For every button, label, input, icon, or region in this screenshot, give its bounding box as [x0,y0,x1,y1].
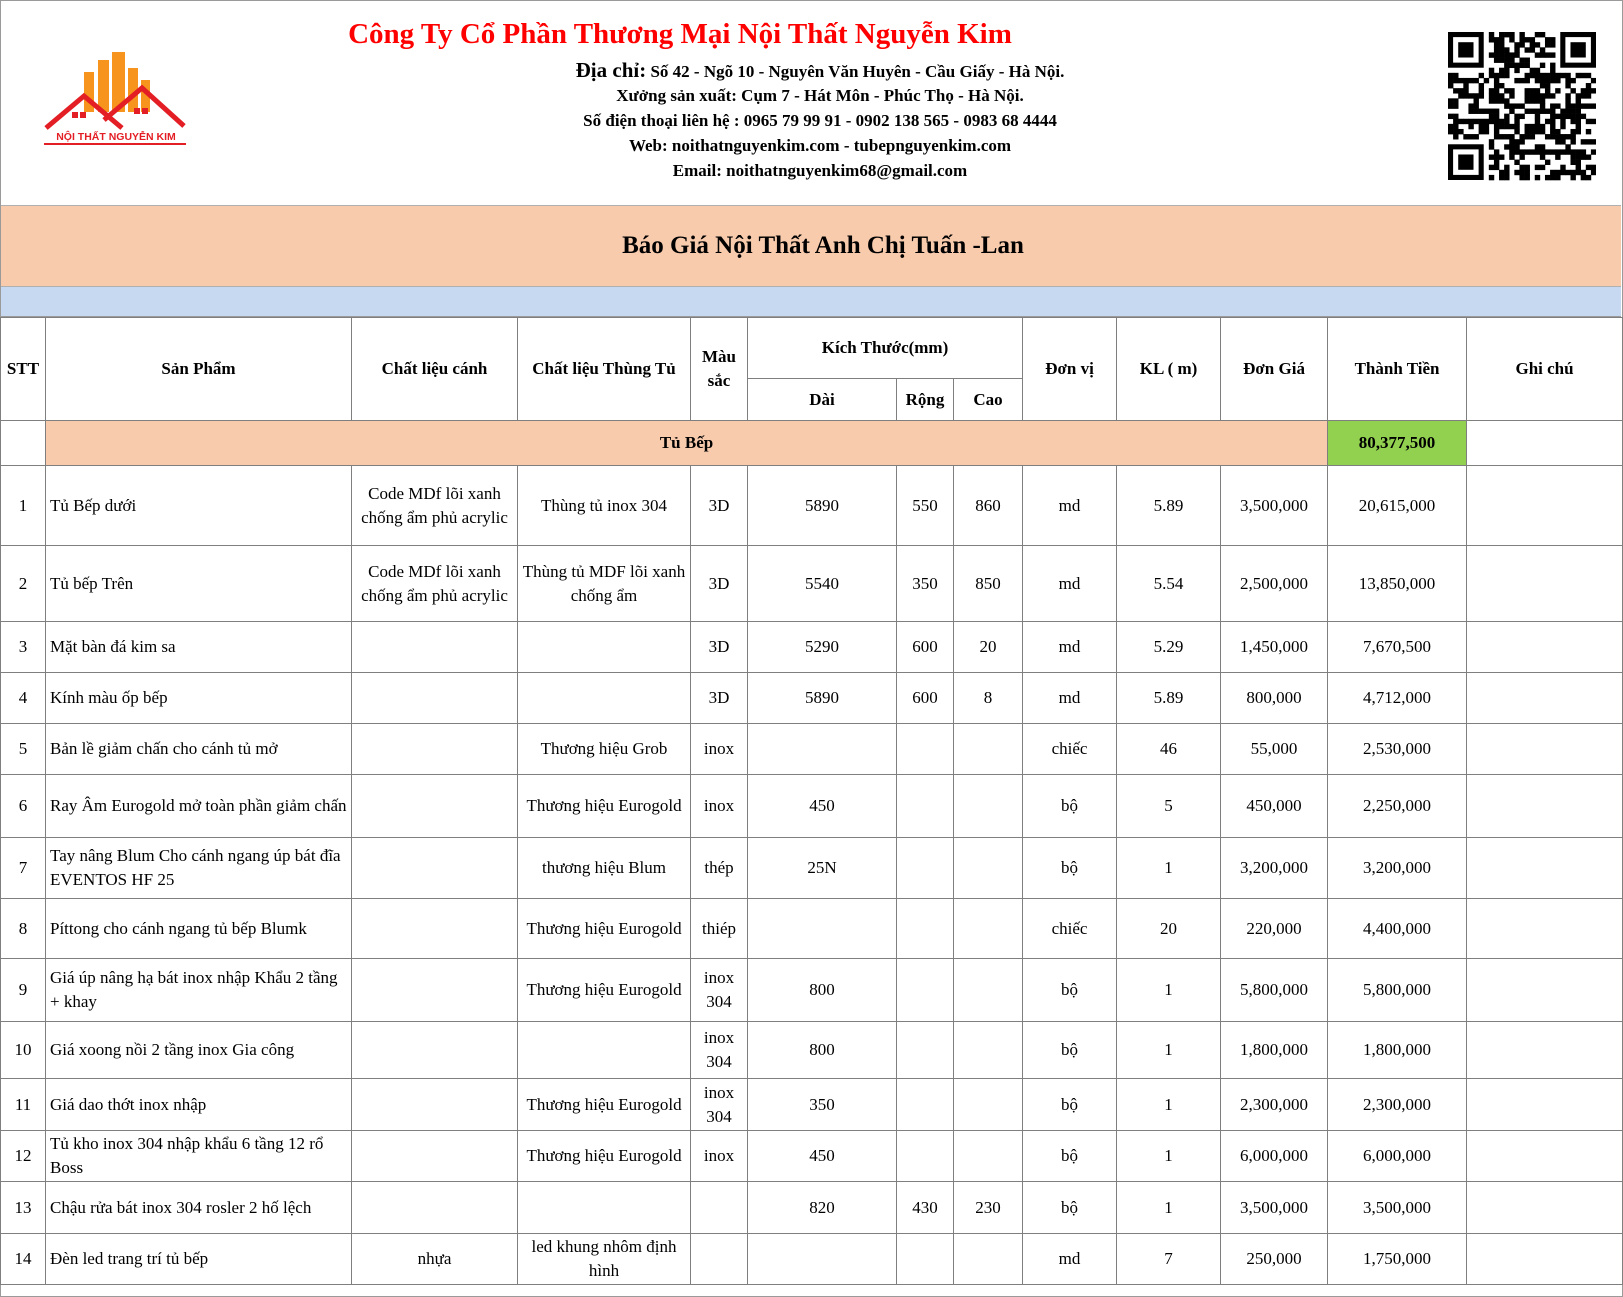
cell-unit[interactable]: bộ [1023,775,1117,838]
cell-amount[interactable]: 2,250,000 [1328,775,1467,838]
cell-qty[interactable]: 1 [1117,959,1221,1022]
factory-address: Xưởng sản xuất: Cụm 7 - Hát Môn - Phúc Thọ - Hà Nội. [616,86,1024,105]
table-row [1,466,1623,546]
cell-qty[interactable]: 46 [1117,724,1221,775]
cell-product[interactable]: Tay nâng Blum Cho cánh ngang úp bát đĩa EVENTOS HF 25 [46,838,352,899]
cell-qty[interactable]: 1 [1117,1131,1221,1182]
cell-color[interactable]: thép [691,838,748,899]
header-width: Rộng [897,379,954,421]
cell-height[interactable]: 230 [954,1182,1023,1234]
cell-width[interactable] [897,775,954,838]
cell-body-material[interactable]: Thương hiệu Eurogold [518,1079,691,1131]
cell-qty[interactable]: 1 [1117,1079,1221,1131]
cell-height[interactable] [954,775,1023,838]
cell-width[interactable] [897,1131,954,1182]
table-row [1,899,1623,959]
cell-unit-price[interactable]: 55,000 [1221,724,1328,775]
cell-unit-price[interactable]: 220,000 [1221,899,1328,959]
cell-amount[interactable]: 6,000,000 [1328,1131,1467,1182]
cell-width[interactable]: 600 [897,622,954,673]
cell-height[interactable] [954,959,1023,1022]
table-row [1,1234,1623,1285]
cell-width[interactable] [897,959,954,1022]
cell-unit-price[interactable]: 1,450,000 [1221,622,1328,673]
cell-note[interactable] [1467,466,1623,546]
cell-amount[interactable]: 3,500,000 [1328,1182,1467,1234]
header-door-material: Chất liệu cánh [352,318,518,421]
cell-width[interactable]: 550 [897,466,954,546]
cell-unit-price[interactable]: 250,000 [1221,1234,1328,1285]
cell-unit[interactable]: md [1023,1234,1117,1285]
cell-color[interactable]: inox 304 [691,1079,748,1131]
cell-unit[interactable]: bộ [1023,1131,1117,1182]
cell-unit-price[interactable]: 3,500,000 [1221,466,1328,546]
cell-stt[interactable]: 4 [1,673,46,724]
cell-body-material[interactable]: Thương hiệu Eurogold [518,959,691,1022]
cell-unit[interactable]: md [1023,673,1117,724]
web-line[interactable]: Web: noithatnguyenkim.com - tubepnguyenkim.com [628,136,1012,155]
cell-width[interactable] [897,899,954,959]
cell-color[interactable]: 3D [691,546,748,622]
group-total[interactable]: 80,377,500 [1328,421,1467,466]
email-line[interactable]: Email: noithatnguyenkim68@gmail.com [672,161,968,180]
cell-door-material[interactable] [352,959,518,1022]
cell-product[interactable]: Tủ Bếp dưới [46,466,352,546]
cell-door-material[interactable] [352,775,518,838]
cell-body-material[interactable]: Thùng tủ inox 304 [518,466,691,546]
cell-height[interactable]: 8 [954,673,1023,724]
cell-stt[interactable]: 9 [1,959,46,1022]
cell-amount[interactable]: 4,400,000 [1328,899,1467,959]
cell-qty[interactable]: 5 [1117,775,1221,838]
header-color: Màu sắc [691,318,748,421]
cell-door-material[interactable] [352,838,518,899]
cell-length[interactable]: 450 [748,775,897,838]
table-row [1,724,1623,775]
cell-unit[interactable]: md [1023,466,1117,546]
cell-amount[interactable]: 5,800,000 [1328,959,1467,1022]
cell-door-material[interactable] [352,1079,518,1131]
cell-color[interactable]: inox [691,1131,748,1182]
cell-length[interactable]: 25N [748,838,897,899]
cell-note[interactable] [1467,546,1623,622]
cell-length[interactable] [748,724,897,775]
group-name: Tủ Bếp [46,421,1328,466]
cell-unit[interactable]: md [1023,546,1117,622]
cell-door-material[interactable] [352,1182,518,1234]
cell-body-material[interactable] [518,673,691,724]
cell-stt[interactable]: 2 [1,546,46,622]
cell-note[interactable] [1467,1234,1623,1285]
cell-door-material[interactable]: nhựa [352,1234,518,1285]
cell-color[interactable] [691,1234,748,1285]
cell-note[interactable] [1467,959,1623,1022]
cell-unit[interactable]: bộ [1023,1182,1117,1234]
quote-title: Báo Giá Nội Thất Anh Chị Tuấn -Lan [622,232,1024,259]
cell-stt[interactable]: 12 [1,1131,46,1182]
cell-unit[interactable]: md [1023,622,1117,673]
cell-width[interactable] [897,1022,954,1079]
phone-line: Số điện thoại liên hệ : 0965 79 99 91 - 0902 138 565 - 0983 68 4444 [583,111,1057,130]
cell-width[interactable]: 350 [897,546,954,622]
cell-length[interactable]: 5890 [748,466,897,546]
cell-width[interactable]: 430 [897,1182,954,1234]
table-row [1,1022,1623,1079]
cell-qty[interactable]: 5.89 [1117,466,1221,546]
cell-unit-price[interactable]: 6,000,000 [1221,1131,1328,1182]
cell-unit[interactable]: bộ [1023,1022,1117,1079]
cell-body-material[interactable]: led khung nhôm định hình [518,1234,691,1285]
cell-color[interactable]: 3D [691,466,748,546]
cell-amount[interactable]: 1,750,000 [1328,1234,1467,1285]
cell-height[interactable] [954,838,1023,899]
header-product: Sản Phẩm [46,318,352,421]
cell-body-material[interactable]: Thương hiệu Eurogold [518,899,691,959]
cell-color[interactable]: inox 304 [691,959,748,1022]
cell-stt[interactable]: 7 [1,838,46,899]
cell-note[interactable] [1467,1182,1623,1234]
cell-length[interactable]: 800 [748,1022,897,1079]
cell-product[interactable]: Chậu rửa bát inox 304 rosler 2 hố lệch [46,1182,352,1234]
group-note-cell [1467,421,1623,466]
cell-qty[interactable]: 1 [1117,1182,1221,1234]
company-address: Địa chỉ: Số 42 - Ngõ 10 - Nguyên Văn Huyên - Cầu Giấy - Hà Nội. [575,58,1065,82]
cell-body-material[interactable] [518,1182,691,1234]
cell-height[interactable] [954,1079,1023,1131]
cell-amount[interactable]: 1,800,000 [1328,1022,1467,1079]
header-unit: Đơn vị [1023,318,1117,421]
cell-note[interactable] [1467,1022,1623,1079]
cell-length[interactable]: 350 [748,1079,897,1131]
cell-qty[interactable]: 5.89 [1117,673,1221,724]
cell-length[interactable]: 5540 [748,546,897,622]
cell-color[interactable]: inox 304 [691,1022,748,1079]
cell-unit[interactable]: chiếc [1023,724,1117,775]
cell-stt[interactable]: 8 [1,899,46,959]
cell-width[interactable] [897,724,954,775]
cell-amount[interactable]: 20,615,000 [1328,466,1467,546]
table-row [1,622,1623,673]
cell-stt[interactable]: 3 [1,622,46,673]
cell-body-material[interactable]: Thương hiệu Eurogold [518,775,691,838]
quote-table [0,317,1623,1285]
cell-product[interactable]: Ray Âm Eurogold mở toàn phần giảm chấn [46,775,352,838]
cell-product[interactable]: Kính màu ốp bếp [46,673,352,724]
table-row [1,1182,1623,1234]
cell-product[interactable]: Tủ kho inox 304 nhập khẩu 6 tầng 12 rổ Boss [46,1131,352,1182]
company-logo [44,50,194,150]
cell-note[interactable] [1467,899,1623,959]
cell-qty[interactable]: 20 [1117,899,1221,959]
cell-width[interactable] [897,1079,954,1131]
cell-height[interactable]: 20 [954,622,1023,673]
cell-unit-price[interactable]: 800,000 [1221,673,1328,724]
cell-product[interactable]: Mặt bàn đá kim sa [46,622,352,673]
cell-note[interactable] [1467,673,1623,724]
cell-door-material[interactable] [352,622,518,673]
cell-note[interactable] [1467,724,1623,775]
cell-width[interactable] [897,838,954,899]
header-stt: STT [1,318,46,421]
header-body-material: Chất liệu Thùng Tủ [518,318,691,421]
header-amount: Thành Tiền [1328,318,1467,421]
cell-product[interactable]: Đèn led trang trí tủ bếp [46,1234,352,1285]
cell-qty[interactable]: 1 [1117,1022,1221,1079]
cell-product[interactable]: Tủ bếp Trên [46,546,352,622]
cell-height[interactable] [954,1234,1023,1285]
cell-color[interactable]: 3D [691,622,748,673]
cell-stt[interactable]: 5 [1,724,46,775]
cell-amount[interactable]: 3,200,000 [1328,838,1467,899]
cell-body-material[interactable]: Thùng tủ MDF lõi xanh chống ẩm [518,546,691,622]
svg-text:NỘI THẤT NGUYỄN KIM: NỘI THẤT NGUYỄN KIM [56,131,176,143]
cell-qty[interactable]: 1 [1117,838,1221,899]
cell-unit[interactable]: bộ [1023,1079,1117,1131]
cell-height[interactable] [954,1022,1023,1079]
cell-note[interactable] [1467,838,1623,899]
cell-note[interactable] [1467,1131,1623,1182]
cell-amount[interactable]: 2,530,000 [1328,724,1467,775]
cell-height[interactable]: 850 [954,546,1023,622]
cell-stt[interactable]: 1 [1,466,46,546]
header-size: Kích Thước(mm) [748,318,1023,379]
table-row [1,1079,1623,1131]
cell-body-material[interactable]: thương hiệu Blum [518,838,691,899]
cell-color[interactable]: inox [691,724,748,775]
header-height: Cao [954,379,1023,421]
cell-length[interactable]: 5890 [748,673,897,724]
table-row [1,1131,1623,1182]
table-row [1,546,1623,622]
cell-stt[interactable]: 14 [1,1234,46,1285]
cell-qty[interactable]: 5.29 [1117,622,1221,673]
cell-unit-price[interactable]: 5,800,000 [1221,959,1328,1022]
header-unit-price: Đơn Giá [1221,318,1328,421]
cell-qty[interactable]: 5.54 [1117,546,1221,622]
cell-product[interactable]: Giá dao thớt inox nhập [46,1079,352,1131]
cell-door-material[interactable]: Code MDf lõi xanh chống ẩm phủ acrylic [352,466,518,546]
cell-width[interactable]: 600 [897,673,954,724]
cell-stt[interactable]: 6 [1,775,46,838]
table-row [1,959,1623,1022]
cell-unit[interactable]: bộ [1023,959,1117,1022]
cell-unit-price[interactable]: 3,200,000 [1221,838,1328,899]
cell-unit-price[interactable]: 450,000 [1221,775,1328,838]
cell-note[interactable] [1467,775,1623,838]
cell-door-material[interactable] [352,1022,518,1079]
cell-height[interactable] [954,724,1023,775]
cell-amount[interactable]: 2,300,000 [1328,1079,1467,1131]
cell-door-material[interactable] [352,1131,518,1182]
cell-length[interactable]: 800 [748,959,897,1022]
cell-length[interactable]: 5290 [748,622,897,673]
cell-color[interactable]: inox [691,775,748,838]
cell-body-material[interactable] [518,1022,691,1079]
qr-code [1448,32,1596,182]
cell-door-material[interactable] [352,673,518,724]
cell-note[interactable] [1467,1079,1623,1131]
cell-amount[interactable]: 13,850,000 [1328,546,1467,622]
cell-stt[interactable]: 13 [1,1182,46,1234]
cell-product[interactable]: Giá xoong nồi 2 tầng inox Gia công [46,1022,352,1079]
cell-stt[interactable]: 10 [1,1022,46,1079]
cell-door-material[interactable] [352,899,518,959]
cell-qty[interactable]: 7 [1117,1234,1221,1285]
cell-height[interactable]: 860 [954,466,1023,546]
header-qty: KL ( m) [1117,318,1221,421]
cell-width[interactable] [897,1234,954,1285]
cell-unit[interactable]: bộ [1023,838,1117,899]
cell-note[interactable] [1467,622,1623,673]
table-row [1,838,1623,899]
cell-length[interactable]: 820 [748,1182,897,1234]
cell-color[interactable]: thiép [691,899,748,959]
cell-product[interactable]: Bản lề giảm chấn cho cánh tủ mở [46,724,352,775]
cell-unit-price[interactable]: 2,500,000 [1221,546,1328,622]
blue-spacer-band [1,287,1621,317]
cell-body-material[interactable]: Thương hiệu Eurogold [518,1131,691,1182]
cell-amount[interactable]: 4,712,000 [1328,673,1467,724]
cell-length[interactable] [748,899,897,959]
cell-door-material[interactable]: Code MDf lõi xanh chống ẩm phủ acrylic [352,546,518,622]
group-row [1,421,1623,466]
cell-color[interactable] [691,1182,748,1234]
cell-unit-price[interactable]: 2,300,000 [1221,1079,1328,1131]
group-stt-cell [1,421,46,466]
cell-length[interactable] [748,1234,897,1285]
cell-unit-price[interactable]: 3,500,000 [1221,1182,1328,1234]
cell-product[interactable]: Píttong cho cánh ngang tủ bếp Blumk [46,899,352,959]
cell-stt[interactable]: 11 [1,1079,46,1131]
header-length: Dài [748,379,897,421]
table-row [1,775,1623,838]
cell-body-material[interactable]: Thương hiệu Grob [518,724,691,775]
cell-unit-price[interactable]: 1,800,000 [1221,1022,1328,1079]
cell-height[interactable] [954,1131,1023,1182]
table-row [1,673,1623,724]
cell-amount[interactable]: 7,670,500 [1328,622,1467,673]
cell-body-material[interactable] [518,622,691,673]
company-name: Công Ty Cổ Phần Thương Mại Nội Thất Nguyễn Kim [348,18,1012,50]
cell-length[interactable]: 450 [748,1131,897,1182]
cell-color[interactable]: 3D [691,673,748,724]
header-note: Ghi chú [1467,318,1623,421]
quote-title-band [1,205,1621,287]
cell-product[interactable]: Giá úp nâng hạ bát inox nhập Khẩu 2 tầng + khay [46,959,352,1022]
cell-door-material[interactable] [352,724,518,775]
cell-unit[interactable]: chiếc [1023,899,1117,959]
cell-height[interactable] [954,899,1023,959]
